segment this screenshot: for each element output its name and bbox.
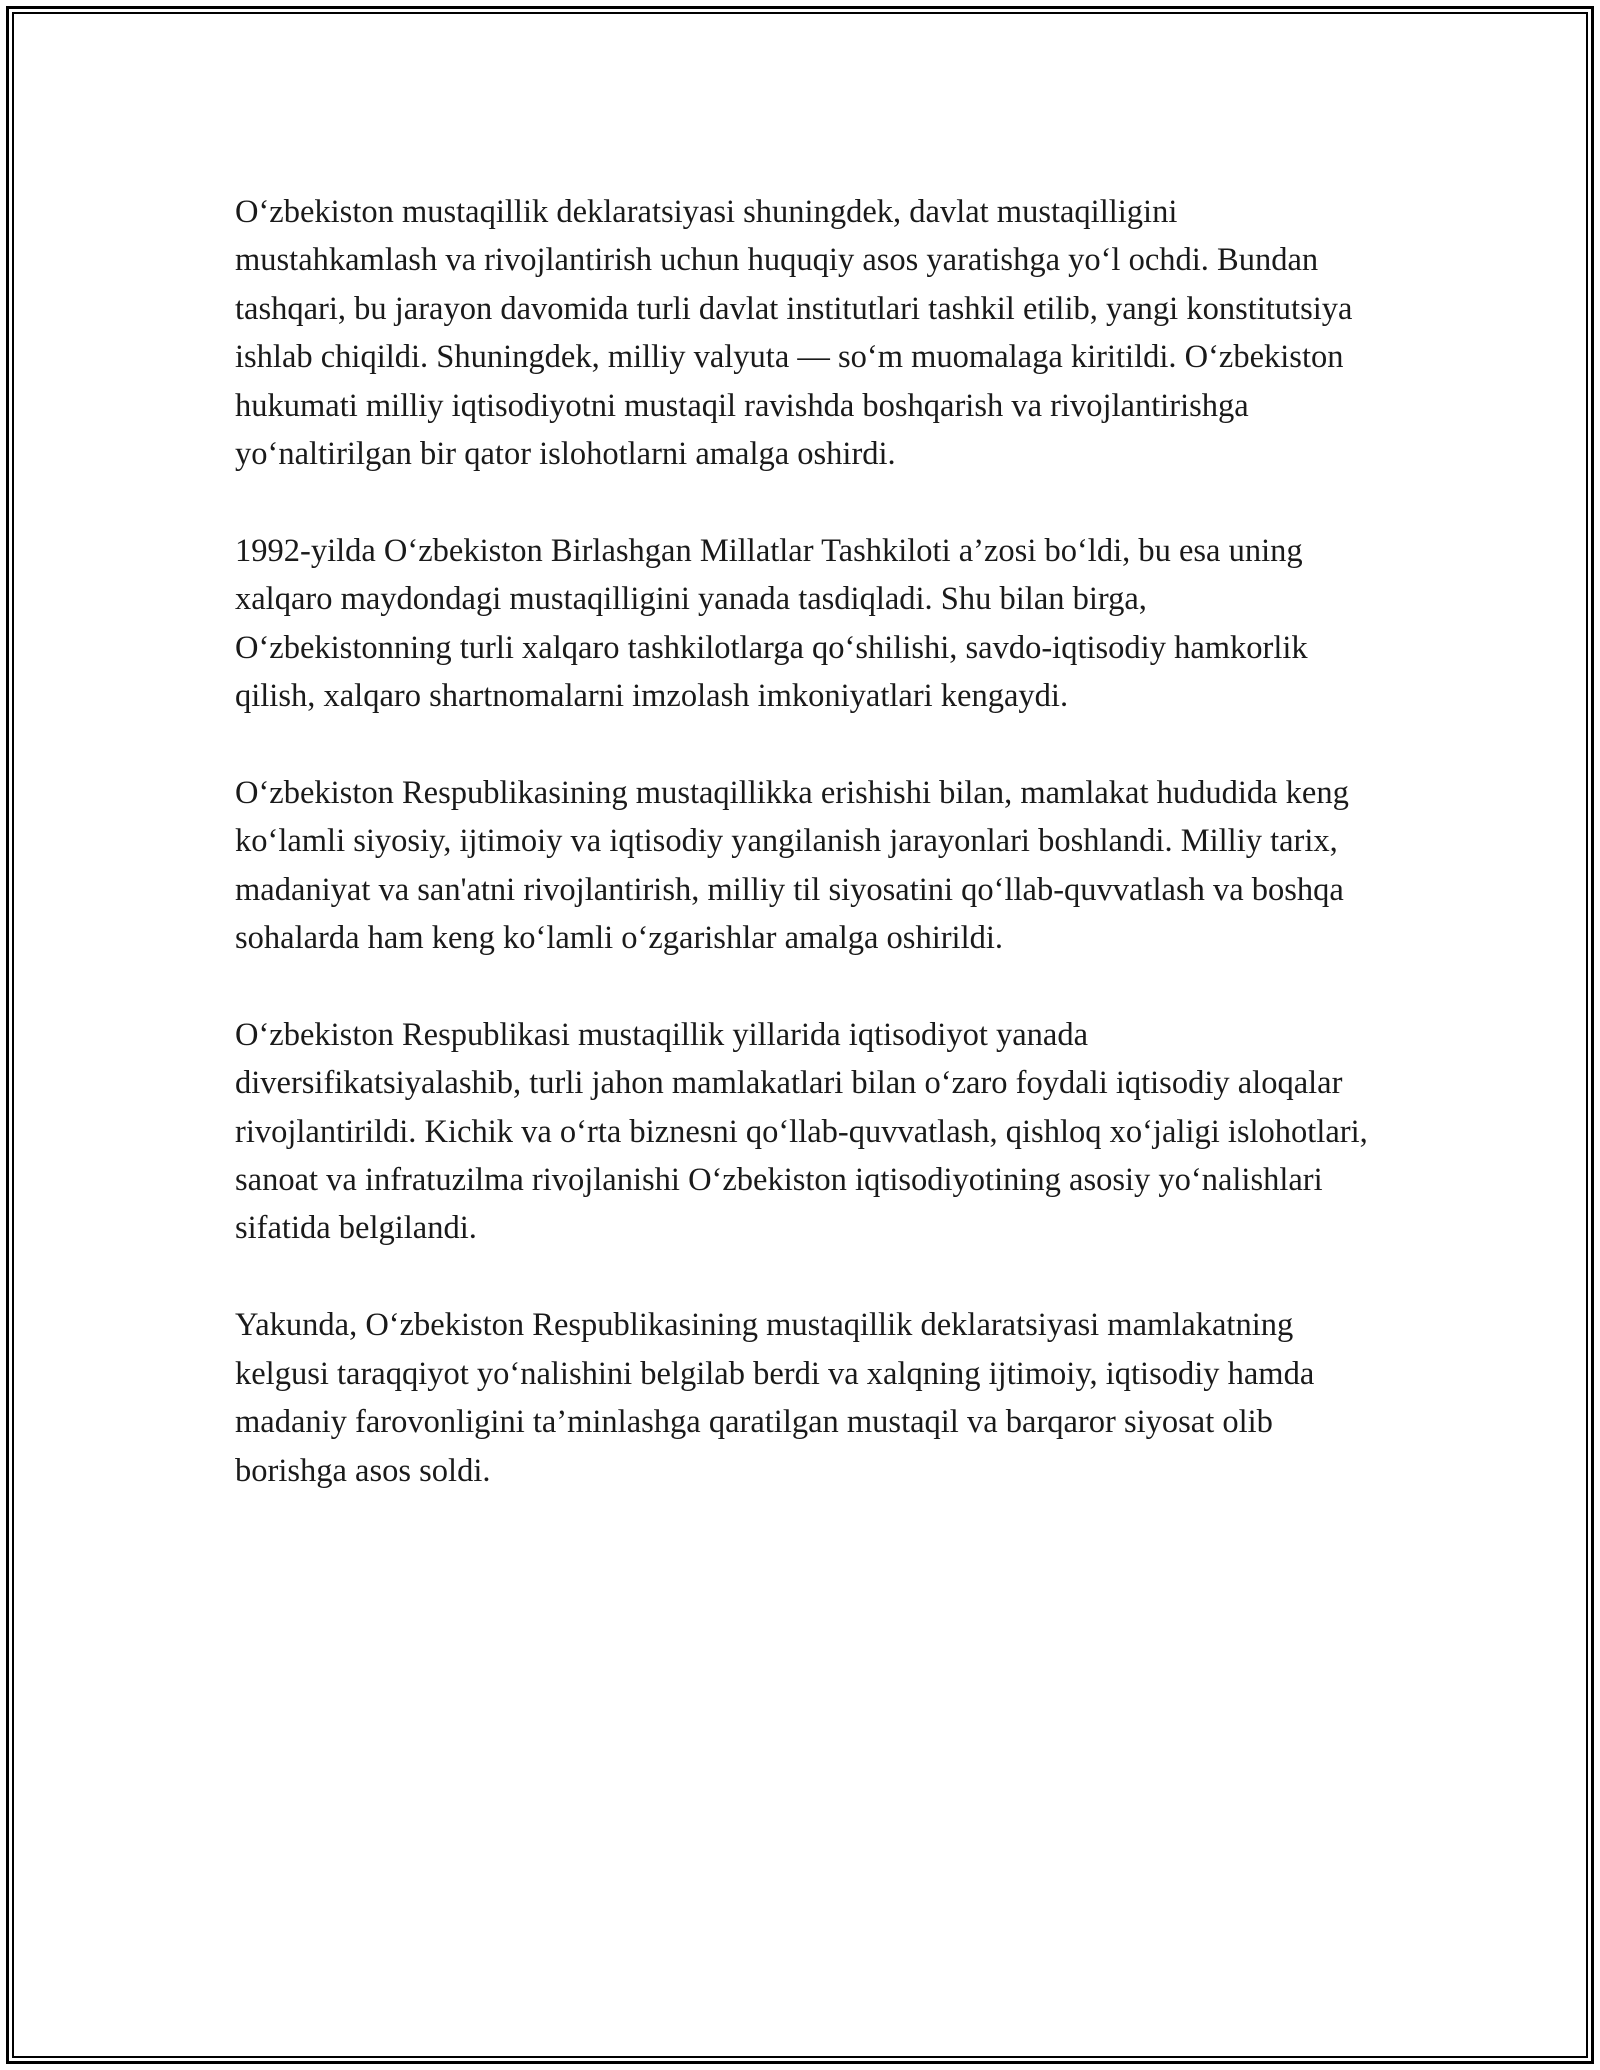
document-body	[235, 188, 1370, 1495]
paragraph-5: Yakunda, O‘zbekiston Respublikasining mustaqillik deklaratsiyasi mamlakatning kelgusi taraqqiyot yo‘nalishini belgilab berdi va xalqning ijtimoiy, iqtisodiy hamda madaniy farovonligini ta’minlashga qaratilgan mustaqil va barqaror siyosat olib borishga asos soldi.	[235, 1307, 1315, 1489]
paragraph-4: O‘zbekiston Respublikasi mustaqillik yillarida iqtisodiyot yanada diversifikatsiyalashib, turli jahon mamlakatlari bilan o‘zaro foydali iqtisodiy aloqalar rivojlantirildi. Kichik va o‘rta biznesni qo‘llab-quvvatlash, qishloq xo‘jaligi islohotlari, sanoat va infratuzilma rivojlanishi O‘zbekiston iqtisodiyotining asosiy yo‘nalishlari sifatida belgilandi.	[235, 1016, 1368, 1247]
paragraph-2: 1992-yilda O‘zbekiston Birlashgan Millatlar Tashkiloti a’zosi bo‘ldi, bu esa uning xalqaro maydondagi mustaqilligini yanada tasdiqladi. Shu bilan birga, O‘zbekistonning turli xalqaro tashkilotlarga qo‘shilishi, savdo-iqtisodiy hamkorlik qilish, xalqaro shartnomalarni imzolash imkoniyatlari kengaydi.	[235, 532, 1308, 715]
paragraph-3: O‘zbekiston Respublikasining mustaqillikka erishishi bilan, mamlakat hududida keng ko‘lamli siyosiy, ijtimoiy va iqtisodiy yangilanish jarayonlari boshlandi. Milliy tarix, madaniyat va san'atni rivojlantirish, milliy til siyosatini qo‘llab-quvvatlash va boshqa sohalarda ham keng ko‘lamli o‘zgarishlar amalga oshirildi.	[235, 774, 1349, 957]
paragraph-1: O‘zbekiston mustaqillik deklaratsiyasi shuningdek, davlat mustaqilligini mustahkamlash va rivojlantirish uchun huquqiy asos yaratishga yo‘l ochdi. Bundan tashqari, bu jarayon davomida turli davlat institutlari tashkil etilib, yangi konstitutsiya ishlab chiqildi. Shuningdek, milliy valyuta — so‘m muomalaga kiritildi. O‘zbekiston hukumati milliy iqtisodiyotni mustaqil ravishda boshqarish va rivojlantirishga yo‘naltirilgan bir qator islohotlarni amalga oshirdi.	[235, 194, 1353, 473]
